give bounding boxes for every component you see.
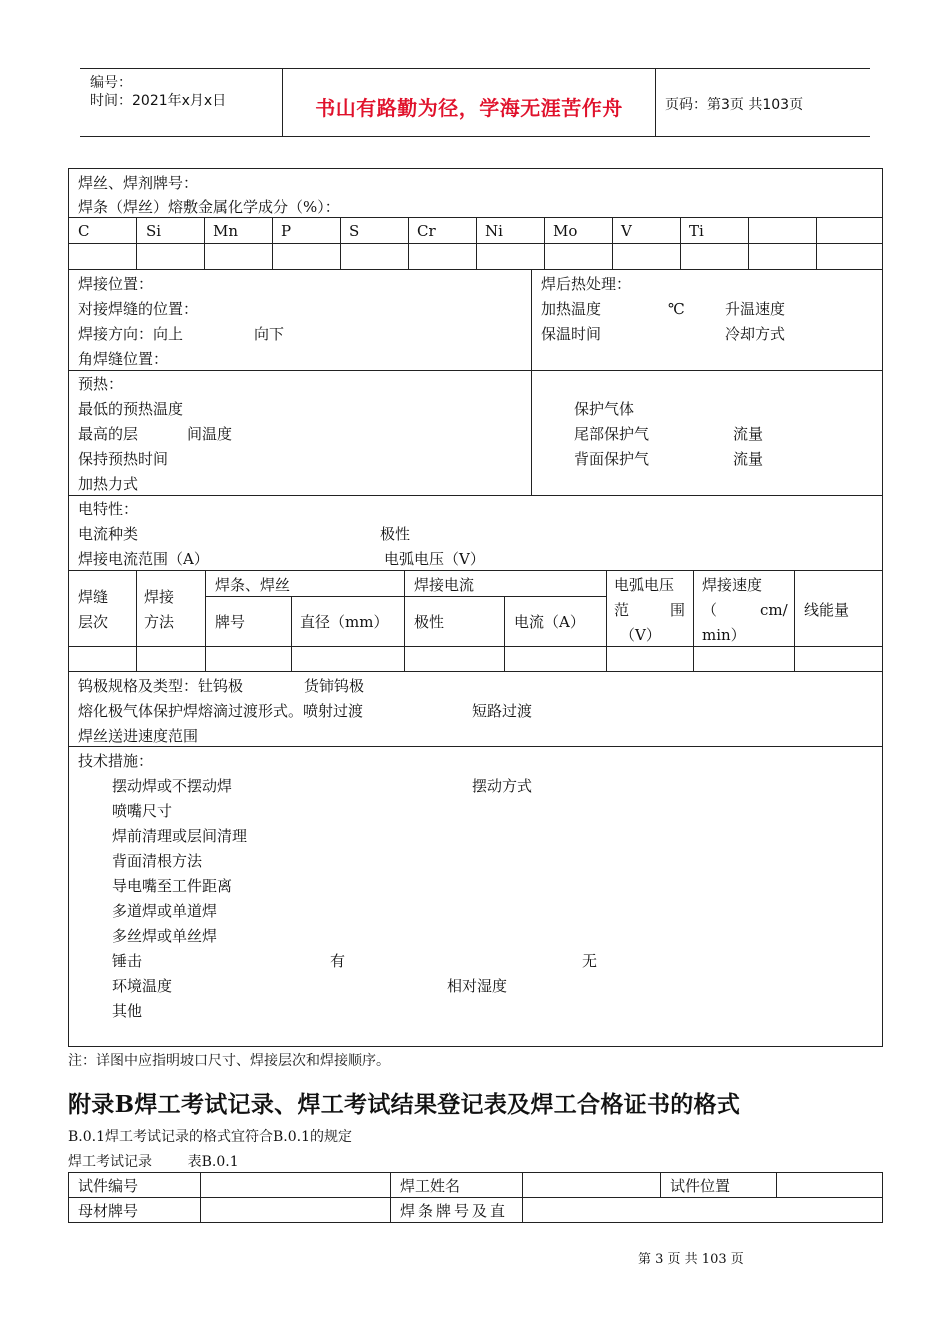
- interpass-temp-label: 间温度: [187, 425, 233, 443]
- row-rule: [68, 1197, 883, 1198]
- heating-temp-label: 加热温度: [541, 300, 602, 318]
- wire-feed-label: 焊丝送进速度范围: [78, 727, 199, 745]
- butt-position-label: 对接焊缝的位置：: [78, 300, 199, 318]
- position-title: 焊接位置：: [78, 275, 154, 293]
- col-rule: [136, 570, 137, 671]
- min-preheat-label: 最低的预热温度: [78, 400, 184, 418]
- col-rule: [606, 570, 607, 671]
- specimen-position-label: 试件位置: [670, 1177, 731, 1195]
- th-arc-range-b: 围: [670, 601, 686, 619]
- row-rule: [68, 1222, 883, 1223]
- post-heat-title: 焊后热处理：: [541, 275, 632, 293]
- back-gouge-label: 背面清根方法: [112, 852, 203, 870]
- clause-text: B.0.1焊工考试记录的格式宜符合B.0.1的规定: [68, 1129, 353, 1145]
- max-interpass-label: 最高的层: [78, 425, 139, 443]
- element-ti: Ti: [689, 222, 704, 240]
- section-divider: [531, 269, 532, 495]
- col-rule: [476, 217, 477, 269]
- section-rule: [68, 370, 883, 371]
- col-rule: [882, 1172, 883, 1223]
- row-rule: [68, 269, 883, 270]
- row-rule: [205, 596, 607, 597]
- other-label: 其他: [112, 1002, 143, 1020]
- th-arc-voltage: 电弧电压: [614, 576, 675, 594]
- trailing-flow-label: 流量: [733, 425, 764, 443]
- col-rule: [408, 217, 409, 269]
- base-metal-label: 母材牌号: [78, 1202, 139, 1220]
- env-temp-label: 环境温度: [112, 977, 173, 995]
- heating-rate-label: 升温速度: [725, 300, 786, 318]
- element-si: Si: [146, 222, 162, 240]
- doc-time-label: 时间：2021年x月x日: [90, 93, 227, 109]
- col-rule: [660, 1172, 661, 1198]
- header-bottom-rule: [80, 136, 870, 137]
- peening-no: 无: [582, 952, 598, 970]
- pass-label: 多道焊或单道焊: [112, 902, 218, 920]
- direction-up-label: 焊接方向：向上: [78, 325, 184, 343]
- th-speed-paren: （: [702, 601, 718, 619]
- weave-method-label: 摆动方式: [472, 777, 533, 795]
- col-rule: [205, 570, 206, 671]
- doc-code-label: 编号：: [90, 75, 132, 91]
- th-polarity: 极性: [414, 613, 445, 631]
- col-rule: [544, 217, 545, 269]
- th-speed-unit-min: min）: [702, 626, 746, 644]
- element-c: C: [78, 222, 90, 240]
- th-heat-input: 线能量: [804, 601, 850, 619]
- arc-voltage-label: 电弧电压（V）: [384, 550, 485, 568]
- welder-name-label: 焊工姓名: [400, 1177, 461, 1195]
- page-indicator: 页码：第3页 共103页: [665, 97, 804, 113]
- cerium-tungsten-label: 货铈钨极: [304, 677, 365, 695]
- short-circuit-label: 短路过渡: [472, 702, 533, 720]
- col-rule: [693, 570, 694, 671]
- th-method: 方法: [144, 613, 175, 631]
- col-rule: [794, 570, 795, 671]
- th-seam: 焊缝: [78, 588, 109, 606]
- th-diameter: 直径（mm）: [300, 613, 389, 631]
- trailing-gas-label: 尾部保护气: [574, 425, 650, 443]
- form-border-left: [68, 168, 69, 1047]
- cooling-method-label: 冷却方式: [725, 325, 786, 343]
- direction-down-label: 向下: [254, 325, 285, 343]
- heating-method-label: 加热力式: [78, 475, 139, 493]
- col-rule: [136, 217, 137, 269]
- electrical-title: 电特性：: [78, 500, 139, 518]
- electrode-brand-label: 焊条牌号及直: [400, 1202, 509, 1220]
- col-rule: [680, 217, 681, 269]
- element-ni: Ni: [485, 222, 503, 240]
- element-mn: Mn: [213, 222, 239, 240]
- col-rule: [390, 1172, 391, 1223]
- peening-yes: 有: [330, 952, 346, 970]
- row-rule: [68, 646, 883, 647]
- tech-title: 技术措施：: [78, 752, 154, 770]
- col-rule: [340, 217, 341, 269]
- form-border-top: [68, 168, 883, 169]
- th-current-a: 电流（A）: [514, 613, 585, 631]
- th-brand: 牌号: [215, 613, 246, 631]
- element-cr: Cr: [417, 222, 436, 240]
- celsius-unit: ℃: [668, 300, 685, 318]
- th-electrode: 焊条、焊丝: [215, 576, 291, 594]
- header-divider: [655, 68, 656, 136]
- cleaning-label: 焊前清理或层间清理: [112, 827, 248, 845]
- weave-label: 摆动焊或不摆动焊: [112, 777, 233, 795]
- form-note: 注：详图中应指明坡口尺寸、焊接层次和焊接顺序。: [68, 1053, 390, 1069]
- shield-gas-label: 保护气体: [574, 400, 635, 418]
- current-range-label: 焊接电流范围（A）: [78, 550, 209, 568]
- col-rule: [204, 217, 205, 269]
- peening-label: 锤击: [112, 952, 143, 970]
- section-rule: [68, 570, 883, 571]
- section-rule: [68, 746, 883, 747]
- element-s: S: [349, 222, 360, 240]
- header-motto: 书山有路勤为径，学海无涯苦作舟: [315, 96, 623, 120]
- th-weld: 焊接: [144, 588, 175, 606]
- tungsten-type-label: 钨极规格及类型：钍钨极: [78, 677, 244, 695]
- col-rule: [291, 596, 292, 671]
- col-rule: [504, 596, 505, 671]
- wire-flux-brand-label: 焊丝、焊剂牌号：: [78, 174, 199, 192]
- page-footer: 第 3 页 共 103 页: [638, 1252, 744, 1267]
- th-layers: 层次: [78, 613, 109, 631]
- th-arc-unit: （V）: [620, 626, 661, 644]
- fillet-position-label: 角焊缝位置：: [78, 350, 169, 368]
- humidity-label: 相对湿度: [447, 977, 508, 995]
- backing-flow-label: 流量: [733, 450, 764, 468]
- appendix-heading: 附录B焊工考试记录、焊工考试结果登记表及焊工合格证书的格式: [68, 1091, 741, 1118]
- th-welding-current: 焊接电流: [414, 576, 475, 594]
- col-rule: [776, 1172, 777, 1198]
- deposit-chemistry-label: 焊条（焊丝）熔敷金属化学成分（%）：: [78, 198, 340, 216]
- element-p: P: [281, 222, 292, 240]
- col-rule: [68, 1172, 69, 1223]
- preheat-hold-label: 保持预热时间: [78, 450, 169, 468]
- col-rule: [748, 217, 749, 269]
- current-type-label: 电流种类: [78, 525, 139, 543]
- ctwd-label: 导电嘴至工件距离: [112, 877, 233, 895]
- form-border-bottom: [68, 1046, 883, 1047]
- row-rule: [68, 1172, 883, 1173]
- col-rule: [816, 217, 817, 269]
- header-top-rule: [80, 68, 870, 69]
- backing-gas-label: 背面保护气: [574, 450, 650, 468]
- preheat-title: 预热：: [78, 375, 124, 393]
- th-arc-range-a: 范: [614, 601, 630, 619]
- wire-count-label: 多丝焊或单丝焊: [112, 927, 218, 945]
- element-mo: Mo: [553, 222, 578, 240]
- holding-time-label: 保温时间: [541, 325, 602, 343]
- polarity-label: 极性: [380, 525, 411, 543]
- col-rule: [522, 1172, 523, 1223]
- th-speed: 焊接速度: [702, 576, 763, 594]
- nozzle-size-label: 喷嘴尺寸: [112, 802, 173, 820]
- col-rule: [404, 570, 405, 671]
- col-rule: [200, 1172, 201, 1223]
- table-caption: 焊工考试记录 表B.0.1: [68, 1154, 239, 1170]
- transfer-mode-label: 熔化极气体保护焊熔滴过渡形式。喷射过渡: [78, 702, 364, 720]
- section-rule: [68, 495, 883, 496]
- col-rule: [272, 217, 273, 269]
- specimen-no-label: 试件编号: [78, 1177, 139, 1195]
- form-border-right: [882, 168, 883, 1047]
- row-rule: [68, 671, 883, 672]
- th-speed-unit: cm/: [760, 601, 788, 619]
- element-v: V: [621, 222, 632, 240]
- col-rule: [612, 217, 613, 269]
